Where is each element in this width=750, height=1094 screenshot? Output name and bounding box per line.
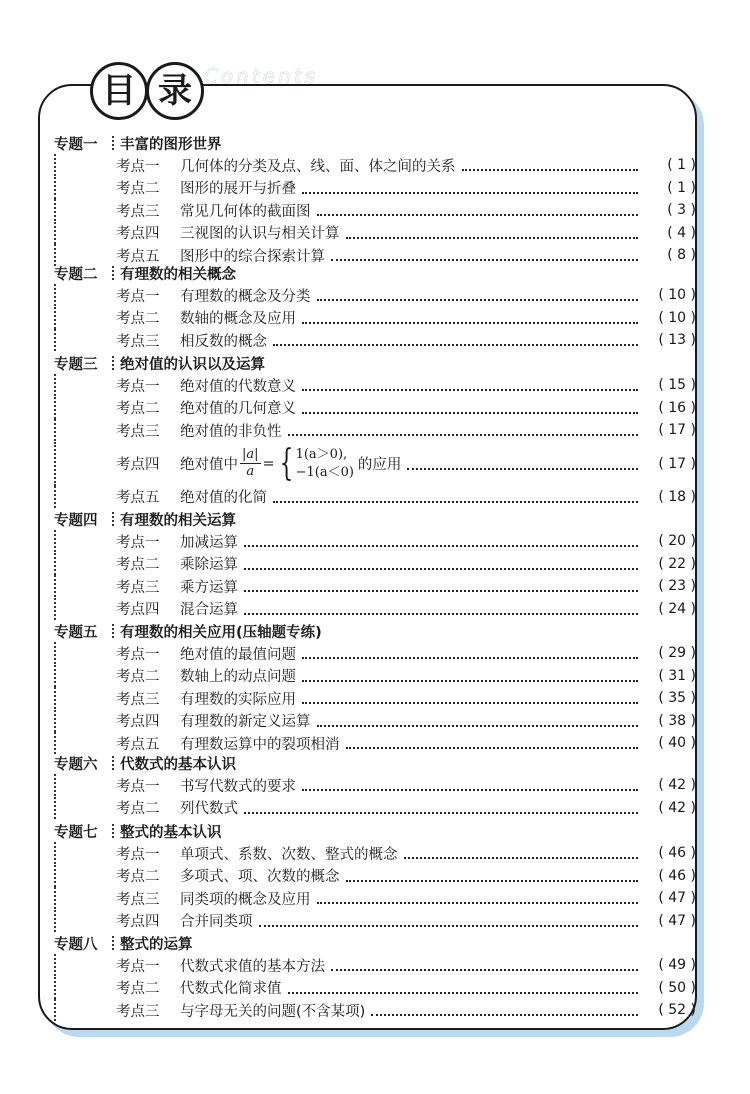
equals-sign: =	[262, 455, 275, 472]
chapter-divider	[54, 307, 58, 329]
entry-title: 绝对值的非负性	[180, 423, 282, 440]
dot-leader	[273, 342, 638, 346]
entry-label: 考点四	[116, 602, 160, 619]
toc-entry[interactable]	[54, 887, 696, 909]
page-number: ( 17 )	[658, 455, 696, 472]
entry-title: 代数式求值的基本方法	[180, 958, 325, 975]
entry-title-post: 的应用	[357, 457, 402, 474]
toc-entry[interactable]	[54, 598, 696, 620]
entry-title: 代数式化简求值	[180, 981, 282, 998]
chapter-number: 专题六	[54, 756, 98, 773]
entry-label: 考点三	[116, 203, 160, 220]
chapter-divider	[54, 442, 58, 486]
page-number: ( 8 )	[667, 247, 696, 263]
toc-entry[interactable]	[54, 284, 696, 306]
chapter-divider	[54, 553, 58, 575]
dot-leader	[371, 1012, 638, 1016]
abs-fraction	[240, 447, 261, 480]
dot-leader	[317, 723, 639, 727]
toc-entry[interactable]	[54, 329, 696, 351]
entry-label: 考点四	[116, 714, 160, 731]
entry-title: 单项式、系数、次数、整式的概念	[180, 846, 398, 863]
page-number: ( 47 )	[658, 890, 696, 907]
chapter-divider	[54, 222, 58, 244]
page-number: ( 10 )	[658, 287, 696, 304]
entry-label: 考点三	[116, 691, 160, 708]
page-number: ( 38 )	[658, 712, 696, 729]
entry-title: 乘方运算	[180, 579, 238, 596]
chapter-divider	[54, 797, 58, 819]
entry-title: 合并同类项	[180, 914, 253, 931]
chapter-title: 有理数的相关概念	[120, 266, 236, 283]
toc-entry[interactable]	[54, 710, 696, 732]
page-number: ( 15 )	[658, 377, 696, 394]
chapter-divider	[54, 486, 58, 508]
fraction-numerator: |a|	[242, 447, 259, 463]
chapter-divider	[112, 624, 116, 638]
toc-entry[interactable]	[54, 999, 696, 1021]
chapter-divider	[54, 887, 58, 909]
chapter-divider	[54, 842, 58, 864]
entry-title: 常见几何体的截面图	[180, 203, 311, 220]
dot-leader	[331, 257, 638, 261]
entry-title-pre: 绝对值中	[180, 457, 238, 474]
chapter-number: 专题一	[54, 136, 98, 153]
toc-entry[interactable]	[54, 865, 696, 887]
entry-label: 考点三	[116, 423, 160, 440]
toc-entry[interactable]	[54, 419, 696, 441]
entry-label: 考点五	[116, 736, 160, 753]
entry-title: 有理数的实际应用	[180, 691, 296, 708]
entry-label: 考点五	[116, 248, 160, 265]
chapter-divider	[112, 356, 116, 370]
dot-leader	[346, 878, 639, 882]
entry-label: 考点四	[116, 226, 160, 243]
entry-title: 有理数的概念及分类	[180, 288, 311, 305]
entry-title: 图形的展开与折叠	[180, 181, 296, 198]
entry-label: 考点五	[116, 490, 160, 507]
entry-label: 考点一	[116, 646, 160, 663]
toc-entry[interactable]	[54, 954, 696, 976]
entry-title: 列代数式	[180, 801, 238, 818]
entry-title: 数轴上的动点问题	[180, 669, 296, 686]
page-number: ( 29 )	[658, 645, 696, 662]
dot-leader	[317, 900, 639, 904]
chapter-title: 有理数的相关运算	[120, 512, 236, 529]
chapter-divider	[54, 177, 58, 199]
chapter-title: 整式的运算	[120, 936, 193, 953]
page-number: ( 49 )	[658, 957, 696, 974]
chapter-divider	[112, 936, 116, 950]
entry-label: 考点二	[116, 869, 160, 886]
entry-title: 有理数运算中的裂项相消	[180, 736, 340, 753]
chapter-divider	[54, 575, 58, 597]
chapter-divider	[54, 954, 58, 976]
chapter-divider	[54, 774, 58, 796]
toc-entry[interactable]	[54, 374, 696, 396]
entry-label: 考点二	[116, 557, 160, 574]
entry-title: 与字母无关的问题(不含某项)	[180, 1003, 366, 1020]
page-number: ( 24 )	[658, 600, 696, 617]
toc-entry[interactable]	[54, 442, 696, 486]
entry-label: 考点二	[116, 801, 160, 818]
dot-leader	[244, 566, 638, 570]
chapter-divider	[54, 999, 58, 1021]
entry-label: 考点四	[116, 914, 160, 931]
case-negative: −1(a＜0)	[295, 464, 354, 480]
page-number: ( 42 )	[658, 777, 696, 794]
piecewise-cases	[275, 442, 354, 484]
chapter-divider	[54, 154, 58, 176]
dot-leader	[317, 212, 639, 216]
entry-label: 考点二	[116, 981, 160, 998]
entry-label: 考点一	[116, 158, 160, 175]
entry-title: 绝对值的代数意义	[180, 378, 296, 395]
dot-leader	[259, 923, 639, 927]
toc-entry[interactable]	[54, 307, 696, 329]
entry-title: 多项式、项、次数的概念	[180, 869, 340, 886]
toc-entry[interactable]	[54, 154, 696, 176]
chapter-number: 专题二	[54, 266, 98, 283]
entry-title: 数轴的概念及应用	[180, 311, 296, 328]
chapter-divider	[112, 266, 116, 280]
chapter-number: 专题八	[54, 936, 98, 953]
toc-entry[interactable]	[54, 486, 696, 508]
entry-title: 混合运算	[180, 602, 238, 619]
chapter-divider	[112, 756, 116, 770]
chapter-heading[interactable]	[54, 820, 694, 842]
chapter-divider	[112, 512, 116, 526]
title-char-2: 录	[158, 71, 192, 111]
entry-label: 考点四	[116, 457, 160, 474]
toc-entry[interactable]	[54, 687, 696, 709]
chapter-divider	[54, 642, 58, 664]
toc-entry[interactable]	[54, 575, 696, 597]
dot-leader	[244, 588, 638, 592]
chapter-divider	[112, 824, 116, 838]
chapter-title: 整式的基本认识	[120, 824, 222, 841]
chapter-divider	[54, 687, 58, 709]
entry-label: 考点一	[116, 778, 160, 795]
entry-title: 几何体的分类及点、线、面、体之间的关系	[180, 158, 456, 175]
entry-label: 考点三	[116, 579, 160, 596]
chapter-title: 丰富的图形世界	[120, 136, 222, 153]
page-number: ( 50 )	[658, 979, 696, 996]
dot-leader	[288, 990, 639, 994]
entry-label: 考点一	[116, 378, 160, 395]
page-number: ( 4 )	[667, 224, 696, 241]
page-number: ( 46 )	[658, 845, 696, 862]
page-number: ( 46 )	[658, 867, 696, 884]
title-circle-2	[146, 62, 204, 120]
entry-label: 考点一	[116, 846, 160, 863]
page-number: ( 52 )	[658, 1002, 696, 1019]
case-positive: 1(a＞0),	[295, 446, 348, 462]
fraction-denominator: a	[246, 464, 255, 480]
toc-entry[interactable]	[54, 530, 696, 552]
entry-label: 考点二	[116, 311, 160, 328]
chapter-divider	[112, 136, 116, 150]
entry-title: 三视图的认识与相关计算	[180, 226, 340, 243]
entry-label: 考点二	[116, 401, 160, 418]
dot-leader	[302, 320, 638, 324]
page-number: ( 1 )	[667, 157, 696, 174]
chapter-number: 专题七	[54, 824, 98, 841]
toc-entry[interactable]	[54, 910, 696, 932]
dot-leader	[302, 190, 638, 194]
toc-entry[interactable]	[54, 774, 696, 796]
chapter-divider	[54, 710, 58, 732]
chapter-divider	[54, 329, 58, 351]
dot-leader	[244, 810, 638, 814]
page-number: ( 35 )	[658, 690, 696, 707]
chapter-divider	[54, 530, 58, 552]
chapter-heading[interactable]	[54, 132, 694, 154]
contents-subtitle: Contents	[204, 64, 318, 88]
page-number: ( 47 )	[658, 912, 696, 929]
toc-entry[interactable]	[54, 177, 696, 199]
entry-label: 考点三	[116, 333, 160, 350]
entry-label: 考点二	[116, 181, 160, 198]
dot-leader	[302, 410, 638, 414]
dot-leader	[404, 855, 639, 859]
entry-label: 考点三	[116, 891, 160, 908]
chapter-title: 有理数的相关应用(压轴题专练)	[120, 624, 322, 641]
dot-leader	[288, 432, 639, 436]
toc-entry[interactable]	[54, 553, 696, 575]
entry-label: 考点一	[116, 288, 160, 305]
toc-entry[interactable]	[54, 842, 696, 864]
title-circle-1	[90, 62, 148, 120]
dot-leader	[346, 235, 639, 239]
chapter-divider	[54, 199, 58, 221]
dot-leader	[302, 655, 638, 659]
chapter-divider	[54, 910, 58, 932]
chapter-heading[interactable]	[54, 752, 694, 774]
chapter-heading[interactable]	[54, 352, 694, 374]
toc-entry[interactable]	[54, 665, 696, 687]
entry-label: 考点三	[116, 1003, 160, 1020]
chapter-divider	[54, 374, 58, 396]
chapter-divider	[54, 865, 58, 887]
dot-leader	[317, 297, 639, 301]
entry-label: 考点二	[116, 669, 160, 686]
entry-title: 相反数的概念	[180, 333, 267, 350]
chapter-number: 专题五	[54, 624, 98, 641]
entry-title: 有理数的新定义运算	[180, 714, 311, 731]
page-number: ( 13 )	[658, 332, 696, 349]
chapter-divider	[54, 665, 58, 687]
toc-entry[interactable]	[54, 199, 696, 221]
chapter-heading[interactable]	[54, 508, 694, 530]
dot-leader	[462, 167, 639, 171]
entry-title: 乘除运算	[180, 557, 238, 574]
entry-title: 书写代数式的要求	[180, 778, 296, 795]
page-number: ( 40 )	[658, 735, 696, 751]
page-number: ( 16 )	[658, 399, 696, 416]
entry-label: 考点一	[116, 958, 160, 975]
entry-title	[180, 442, 402, 484]
dot-leader	[273, 499, 638, 503]
entry-title: 绝对值的几何意义	[180, 401, 296, 418]
page-number: ( 42 )	[658, 799, 696, 816]
page-number: ( 20 )	[658, 533, 696, 550]
dot-leader	[302, 700, 638, 704]
chapter-divider	[54, 732, 58, 754]
chapter-divider	[54, 284, 58, 306]
page-number: ( 17 )	[658, 422, 696, 439]
chapter-number: 专题三	[54, 356, 98, 373]
entry-title: 加减运算	[180, 534, 238, 551]
title-char-1: 目	[102, 71, 136, 111]
dot-leader	[302, 387, 638, 391]
chapter-heading[interactable]	[54, 262, 694, 284]
chapter-divider	[54, 397, 58, 419]
entry-title: 图形中的综合探索计算	[180, 248, 325, 265]
toc-entry[interactable]	[54, 977, 696, 999]
page-number: ( 31 )	[658, 667, 696, 684]
dot-leader	[302, 678, 638, 682]
page-number: ( 23 )	[658, 578, 696, 595]
chapter-divider	[54, 598, 58, 620]
dot-leader	[331, 967, 638, 971]
chapter-title: 绝对值的认识以及运算	[120, 356, 265, 373]
toc-entry[interactable]	[54, 732, 696, 754]
page-number: ( 10 )	[658, 309, 696, 326]
toc-entry[interactable]	[54, 222, 696, 244]
page-number: ( 3 )	[667, 202, 696, 219]
chapter-heading[interactable]	[54, 932, 694, 954]
toc-entry[interactable]	[54, 642, 696, 664]
chapter-number: 专题四	[54, 512, 98, 529]
dot-leader	[407, 466, 638, 470]
dot-leader	[244, 543, 638, 547]
chapter-divider	[54, 419, 58, 441]
page-number: ( 22 )	[658, 555, 696, 572]
dot-leader	[302, 787, 638, 791]
chapter-divider	[54, 977, 58, 999]
chapter-heading[interactable]	[54, 620, 694, 642]
entry-label: 考点一	[116, 534, 160, 551]
page-number: ( 18 )	[658, 488, 696, 505]
chapter-title: 代数式的基本认识	[120, 756, 236, 773]
page-number: ( 1 )	[667, 179, 696, 196]
toc-entry[interactable]	[54, 797, 696, 819]
left-brace-icon: {	[279, 442, 293, 484]
dot-leader	[346, 745, 639, 749]
entry-title: 绝对值的最值问题	[180, 646, 296, 663]
entry-title: 绝对值的化简	[180, 490, 267, 507]
entry-title: 同类项的概念及应用	[180, 891, 311, 908]
dot-leader	[244, 611, 638, 615]
toc-entry[interactable]	[54, 397, 696, 419]
